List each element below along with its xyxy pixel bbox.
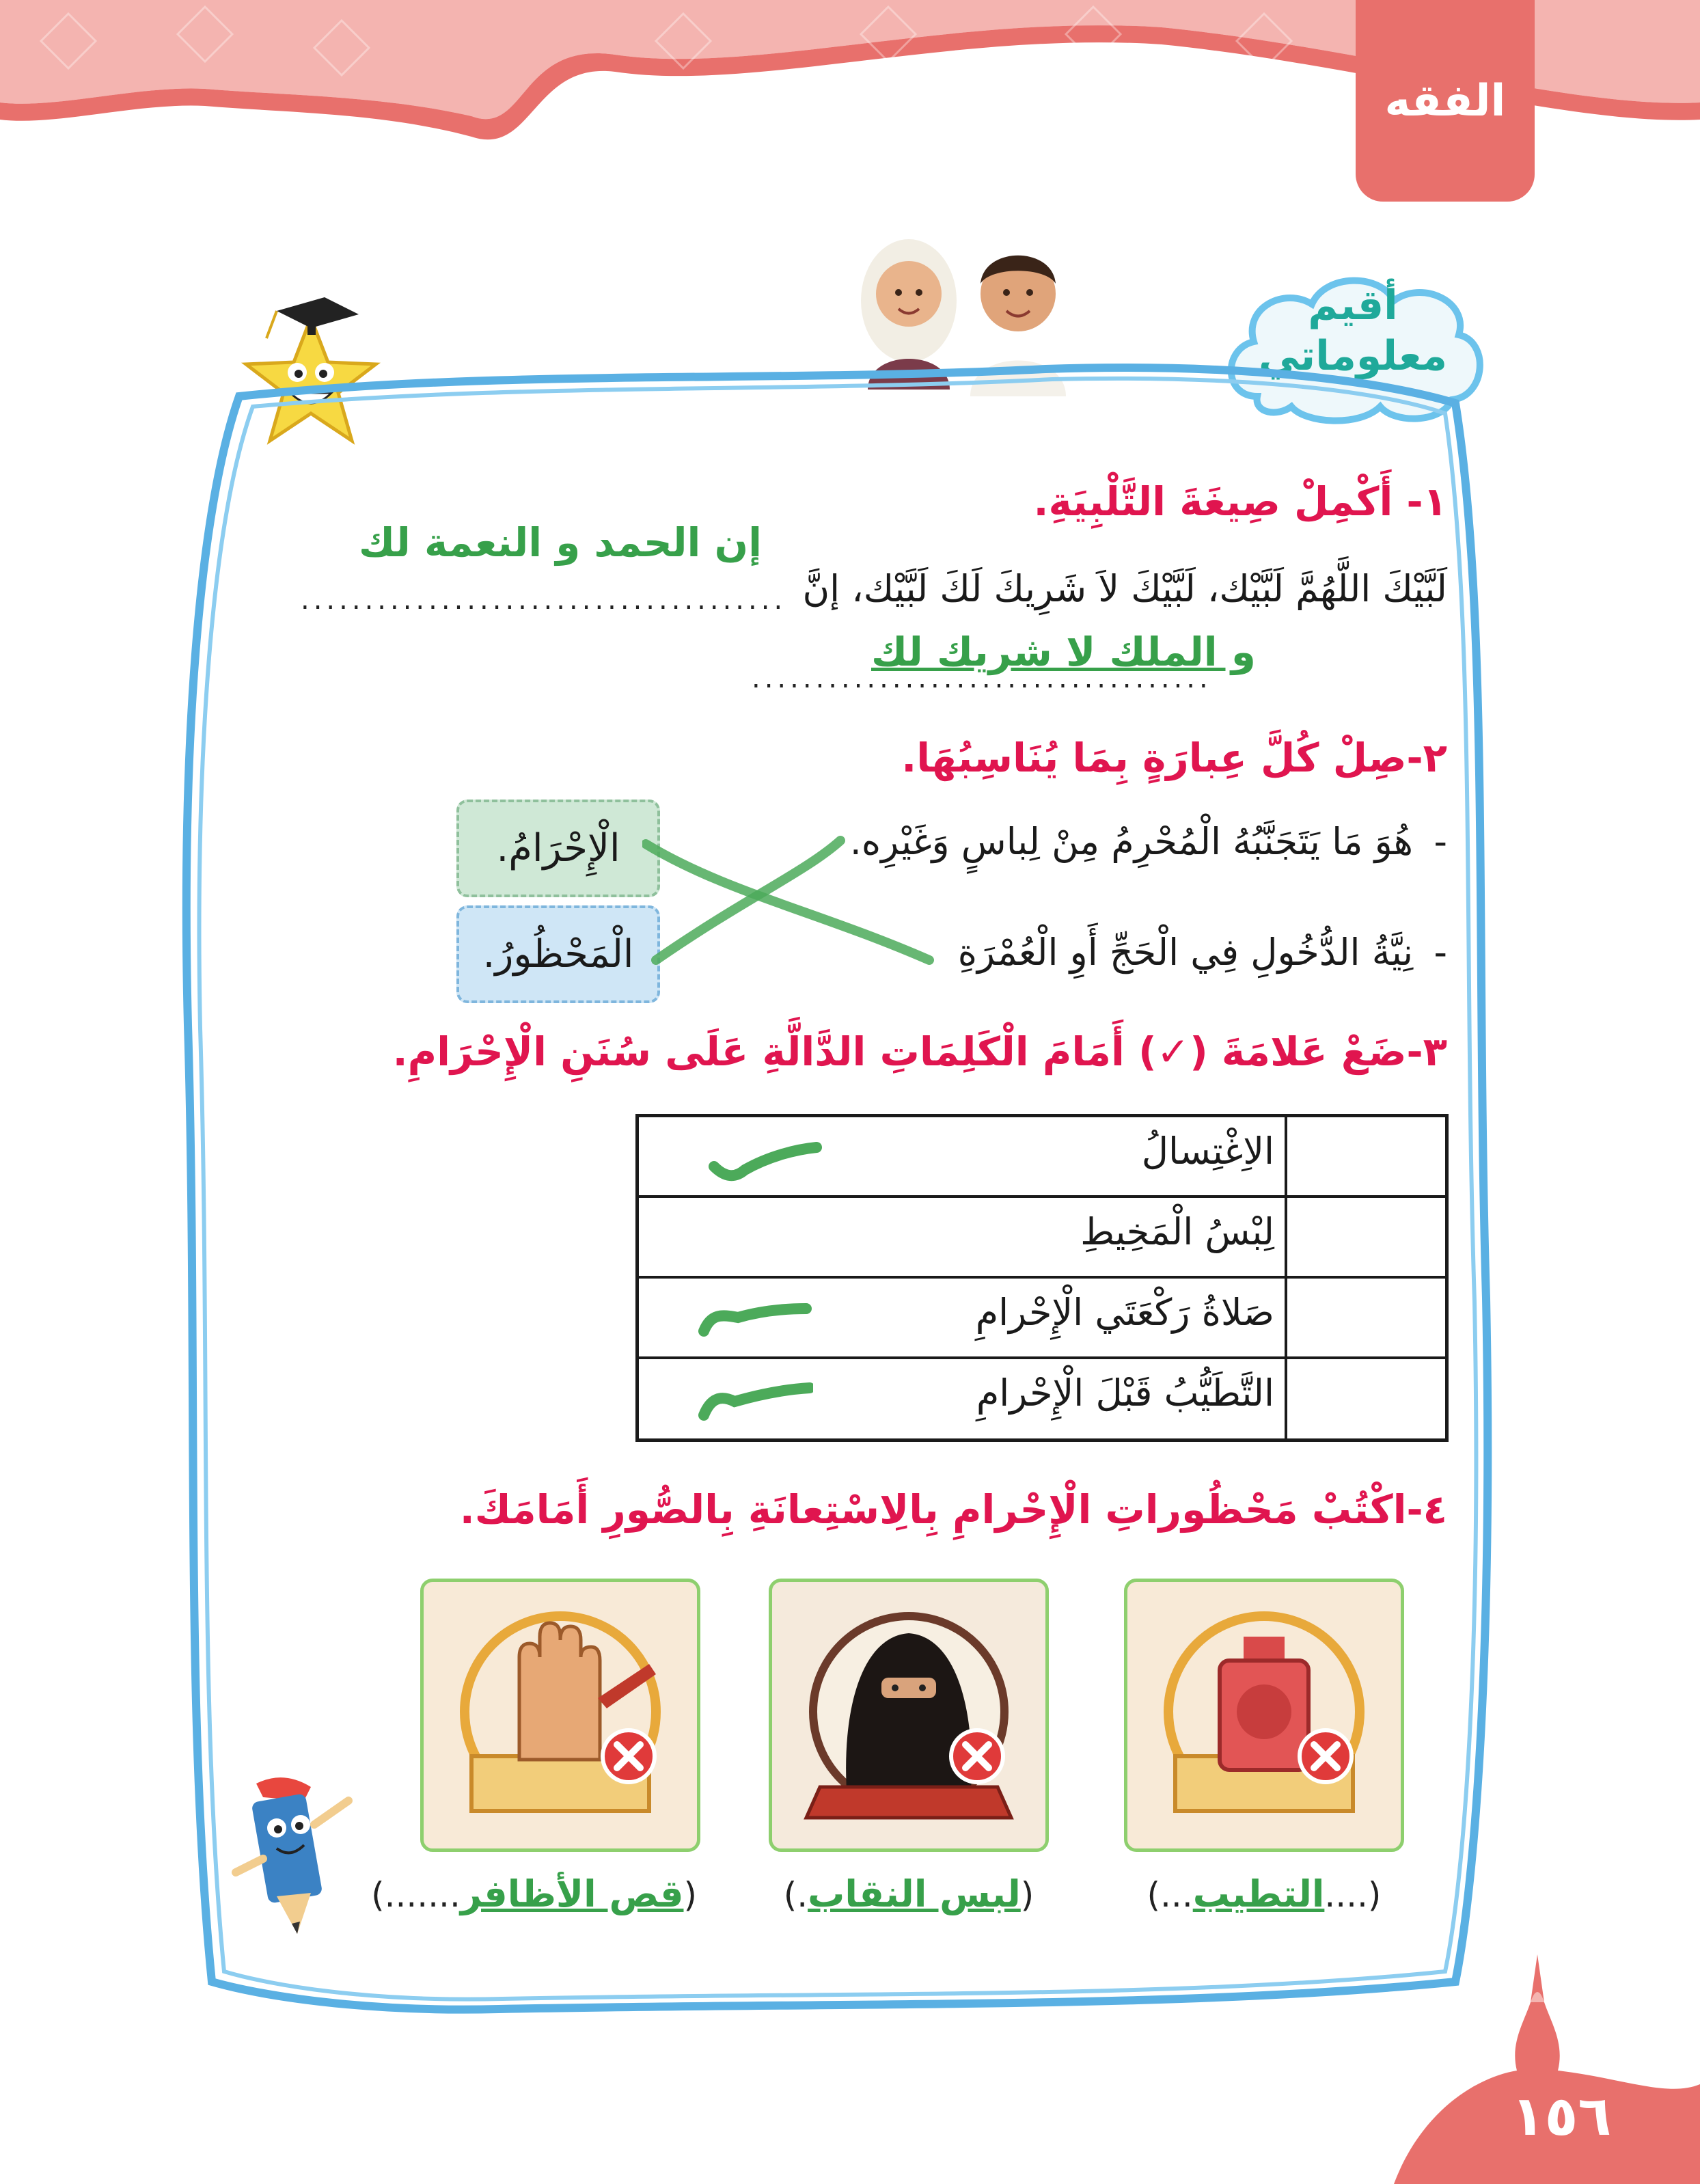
q3-heading: ٣-ضَعْ عَلامَةَ (✓) أَمَامَ الْكَلِمَاتِ الدَّالَّةِ عَلَى سُنَنِ الْإِحْرَامِ. [392,1028,1447,1075]
q1-heading: ١- أَكْمِلْ صِيغَةَ التَّلْبِيَةِ. [1033,478,1447,525]
checkmark-icon [707,1132,823,1187]
q1-answer-line-1[interactable]: ...................................... [301,584,787,616]
q1-answer-2: و الملك لا شريك لك [871,629,1256,675]
q2-statement-1: هُوَ مَا يَتَجَنَّبُهُ الْمُحْرِمُ مِنْ لِباسٍ وَغَيْرِه. [849,820,1413,863]
q3-row [639,1117,1445,1198]
q3-checkbox-cell[interactable] [1285,1117,1445,1195]
pencil-mascot [229,1770,366,1941]
q4-caption-nails [371,1872,697,1915]
niqab-picture [769,1579,1049,1852]
nail-clipper-icon [424,1582,697,1848]
q4-caption-niqab [772,1872,1045,1915]
forbidden-x-icon [1300,1730,1352,1782]
perfume-icon [1127,1582,1401,1848]
q3-row-label: صَلاةُ رَكْعَتَي الْإِحْرامِ [975,1291,1274,1334]
q2-matching-lines [642,830,963,974]
q4-answer-nails[interactable]: قص الأظافر [460,1872,684,1915]
q3-row [639,1198,1445,1279]
q2-term-mahzur[interactable]: الْمَحْظُورُ. [456,905,660,1003]
subject-label: الفقه [1384,75,1506,126]
q4-caption-close: .......) [371,1875,461,1915]
q2-term-ihram[interactable]: الْإِحْرَامُ. [456,800,660,897]
section-title-line2: معلوماتي [1258,332,1448,380]
q2-bullet-1: - [1434,820,1447,863]
q4-heading: ٤-اكْتُبْ مَحْظُوراتِ الْإِحْرامِ بِالِاسْتِعانَةِ بِالصُّورِ أَمَامَكَ. [459,1486,1447,1533]
q1-talbiya-line: لَبَّيْكَ اللَّهُمَّ لَبَّيْك، لَبَّيْكَ لاَ شَرِيكَ لَكَ لَبَّيْك، إنَّ [802,567,1447,610]
q3-checkbox-cell[interactable] [1285,1279,1445,1356]
q2-bullet-2: - [1434,931,1447,974]
checkmark-icon [697,1294,813,1348]
niqab-icon [772,1582,1045,1848]
q4-caption-close: .) [783,1875,808,1915]
q3-row [639,1359,1445,1440]
q3-table [635,1114,1449,1442]
q4-caption-open: (.... [1324,1875,1382,1915]
subject-tab [1356,0,1535,202]
section-title-line1: أقيم [1308,282,1398,329]
q4-caption-open: ( [1020,1875,1034,1915]
forbidden-x-icon [951,1730,1003,1782]
q4-caption-perfume [1127,1872,1401,1915]
q3-row [639,1279,1445,1359]
q2-statement-2: نِيَّةُ الدُّخُولِ فِي الْحَجِّ أَوِ الْعُمْرَةِ [957,931,1413,974]
q2-heading: ٢-صِلْ كُلَّ عِبارَةٍ بِمَا يُنَاسِبُهَا. [901,735,1447,781]
perfume-picture [1124,1579,1404,1852]
match-line-1 [656,841,840,960]
forbidden-x-icon [603,1730,655,1782]
q4-answer-niqab[interactable]: لبس النقاب [808,1872,1021,1915]
q3-row-label: لِبْسُ الْمَخِيطِ [1080,1210,1274,1253]
q1-answer-line-2[interactable]: .................................... [752,663,1212,694]
q3-checkbox-cell[interactable] [1285,1198,1445,1276]
q1-answer-1: إن الحمد و النعمة لك [359,519,762,566]
q3-checkbox-cell[interactable] [1285,1359,1445,1440]
checkmark-icon [697,1374,813,1429]
q4-caption-close: ...) [1147,1875,1193,1915]
q3-row-label: التَّطَيُّبُ قَبْلَ الْإِحْرامِ [976,1371,1274,1415]
q4-caption-open: ( [683,1875,697,1915]
nail-clipping-picture [420,1579,700,1852]
q3-row-label: الاِغْتِسالُ [1141,1130,1274,1173]
page-number: ١٥٦ [1511,2084,1612,2148]
q4-answer-perfume[interactable]: التطيب [1192,1872,1325,1915]
